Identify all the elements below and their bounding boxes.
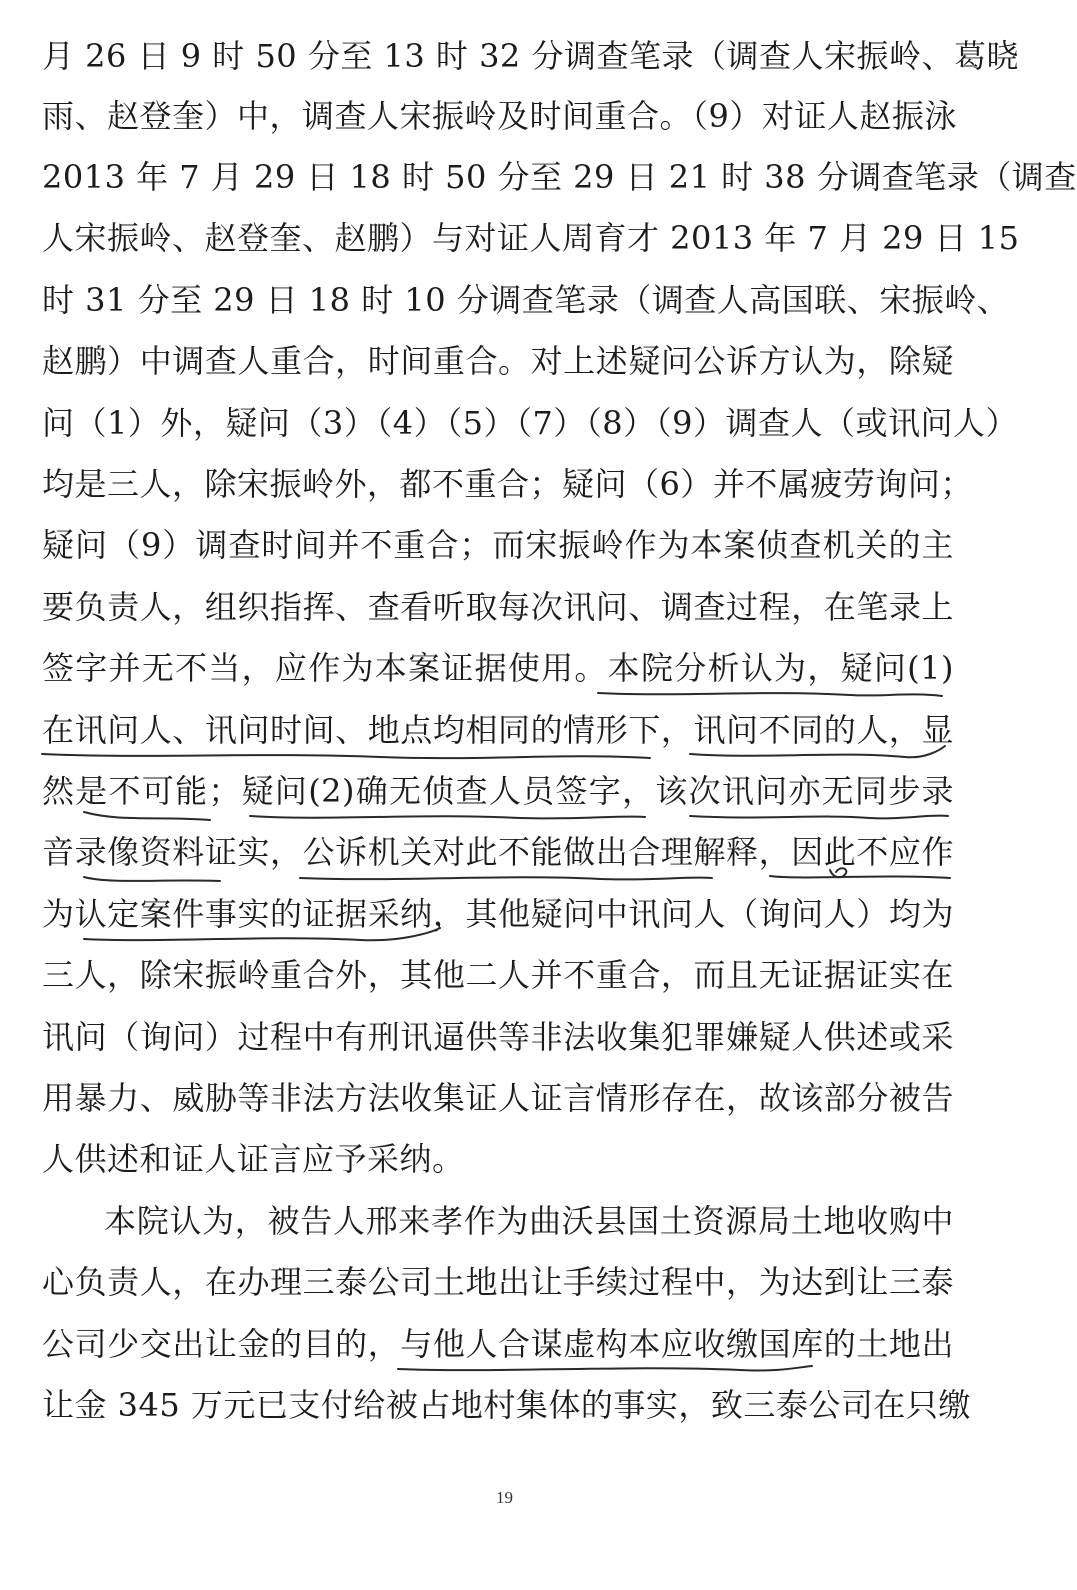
text-line: 在讯问人、讯问时间、地点均相同的情形下，讯问不同的人，显 <box>42 711 954 749</box>
text-line: 公司少交出让金的目的，与他人合谋虚构本应收缴国库的土地出 <box>42 1325 954 1363</box>
text-line: 音录像资料证实，公诉机关对此不能做出合理解释，因此不应作 <box>42 833 954 871</box>
text-line: 赵鹏）中调查人重合，时间重合。对上述疑问公诉方认为，除疑 <box>42 342 954 380</box>
text-line: 然是不可能；疑问(2)确无侦查人员签字，该次讯问亦无同步录 <box>42 772 954 810</box>
text-line: 月 26 日 9 时 50 分至 13 时 32 分调查笔录（调查人宋振岭、葛晓 <box>42 37 1019 75</box>
text-line: 让金 345 万元已支付给被占地村集体的事实，致三泰公司在只缴 <box>42 1386 971 1424</box>
text-line: 雨、赵登奎）中，调查人宋振岭及时间重合。（9）对证人赵振泳 <box>42 97 957 135</box>
text-line: 讯问（询问）过程中有刑讯逼供等非法收集犯罪嫌疑人供述或采 <box>42 1018 954 1056</box>
text-line: 要负责人，组织指挥、查看听取每次讯问、调查过程，在笔录上 <box>42 588 954 626</box>
text-line: 疑问（9）调查时间并不重合；而宋振岭作为本案侦查机关的主 <box>42 526 954 564</box>
paragraph-first-line: 本院认为，被告人邢来孝作为曲沃县国土资源局土地收购中 <box>104 1202 954 1240</box>
text-line: 问（1）外，疑问（3）（4）（5）（7）（8）（9）调查人（或讯问人） <box>42 404 1019 442</box>
text-line: 人供述和证人证言应予采纳。 <box>42 1140 465 1178</box>
text-line: 用暴力、威胁等非法方法收集证人证言情形存在，故该部分被告 <box>42 1079 954 1117</box>
text-line: 为认定案件事实的证据采纳，其他疑问中讯问人（询问人）均为 <box>42 895 954 933</box>
text-line: 时 31 分至 29 日 18 时 10 分调查笔录（调查人高国联、宋振岭、 <box>42 281 1010 319</box>
text-line: 2013 年 7 月 29 日 18 时 50 分至 29 日 21 时 38 分调查笔录（调查 <box>42 158 1077 196</box>
text-line: 签字并无不当，应作为本案证据使用。本院分析认为，疑问(1) <box>42 649 954 687</box>
text-line: 三人，除宋振岭重合外，其他二人并不重合，而且无证据证实在 <box>42 956 954 994</box>
text-line: 心负责人，在办理三泰公司土地出让手续过程中，为达到让三泰 <box>42 1263 954 1301</box>
page-number: 19 <box>496 1488 513 1507</box>
text-line: 人宋振岭、赵登奎、赵鹏）与对证人周育才 2013 年 7 月 29 日 15 <box>42 219 1020 257</box>
text-line: 均是三人，除宋振岭外，都不重合；疑问（6）并不属疲劳询问； <box>42 465 973 503</box>
